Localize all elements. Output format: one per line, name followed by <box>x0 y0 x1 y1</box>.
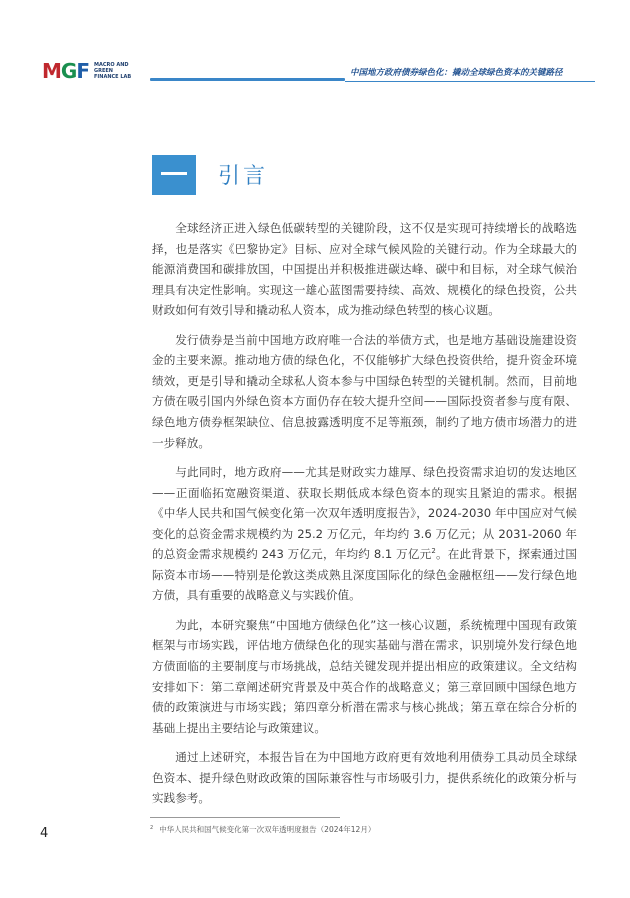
mgf-logo <box>42 58 131 84</box>
paragraph-3: 与此同时，地方政府——尤其是财政实力雄厚、绿色投资需求迫切的发达地区——正面临拓宽融资渠道、获取长期低成本绿色资本的现实且紧迫的需求。根据《中华人民共和国气候变化第一次双年透明度报告》，2024-2030 年中国应对气候变化的总资金需求规模约为 25.2 万亿元，年均约 3.6 万亿元；从 2031-2060 年的总资金需求规模约 243 万亿元，年均约 8.1 万亿元$^2$。在此背景下，探索通过国际资本市场——特别是伦敦这类成熟且深度国际化的绿色金融枢纽——发行绿色地方债，具有重要的战略意义与实践价值。 <box>152 464 577 603</box>
logo-mark: MGF <box>42 59 89 83</box>
page-number: 4 <box>40 826 49 841</box>
footnote-text: 中华人民共和国气候变化第一次双年透明度报告（2024年12月） <box>159 825 376 834</box>
footnote-mark: 2 <box>150 824 154 831</box>
footnote-ref[interactable]: 2 <box>431 547 436 556</box>
logo-text: MACRO AND GREEN FINANCE LAB <box>94 62 132 80</box>
chapter-one-glyph <box>161 172 187 175</box>
header-rule-thin <box>345 81 595 82</box>
paragraph-1: 全球经济正进入绿色低碳转型的关键阶段，这不仅是实现可持续增长的战略选择，也是落实《巴黎协定》目标、应对全球气候风险的关键行动。作为全球最大的能源消费国和碳排放国，中国提出并积极推进碳达峰、碳中和目标，对全球气候治理具有决定性影响。实现这一雄心蓝图需要持续、高效、规模化的绿色投资，公共财政如何有效引导和撬动私人资本，成为推动绿色转型的核心议题。 <box>152 221 577 318</box>
footnote <box>150 824 375 835</box>
footnote-rule <box>150 817 340 818</box>
body-text <box>152 218 577 817</box>
running-header-title: 中国地方政府债券绿色化：撬动全球绿色资本的关键路径 <box>350 68 563 78</box>
chapter-title: 引言 <box>218 164 269 189</box>
paragraph-2: 发行债券是当前中国地方政府唯一合法的举债方式，也是地方基础设施建设资金的主要来源。推动地方债的绿色化，不仅能够扩大绿色投资供给，提升资金环境绩效，更是引导和撬动全球私人资本参与中国绿色转型的关键机制。然而，目前地方债在吸引国内外绿色资本方面仍存在较大提升空间——国际投资者参与度有限、绿色地方债券框架缺位、信息披露透明度不足等瓶颈，制约了地方债市场潜力的进一步释放。 <box>152 332 577 450</box>
paragraph-5: 通过上述研究，本报告旨在为中国地方政府更有效地利用债券工具动员全球绿色资本、提升绿色财政政策的国际兼容性与市场吸引力，提供系统化的政策分析与实践参考。 <box>152 750 577 806</box>
header-rule <box>150 78 345 81</box>
paragraph-4: 为此，本研究聚焦“中国地方债绿色化”这一核心议题，系统梳理中国现有政策框架与市场实践，评估地方债绿色化的现实基础与潜在需求，识别境外发行绿色地方债面临的主要制度与市场挑战，总结关键发现并提出相应的政策建议。全文结构安排如下：第二章阐述研究背景及中英合作的战略意义；第三章回顾中国绿色地方债的政策演进与市场实践；第四章分析潜在需求与核心挑战；第五章在综合分析的基础上提出主要结论与政策建议。 <box>152 617 577 735</box>
chapter-number-box <box>152 155 196 195</box>
